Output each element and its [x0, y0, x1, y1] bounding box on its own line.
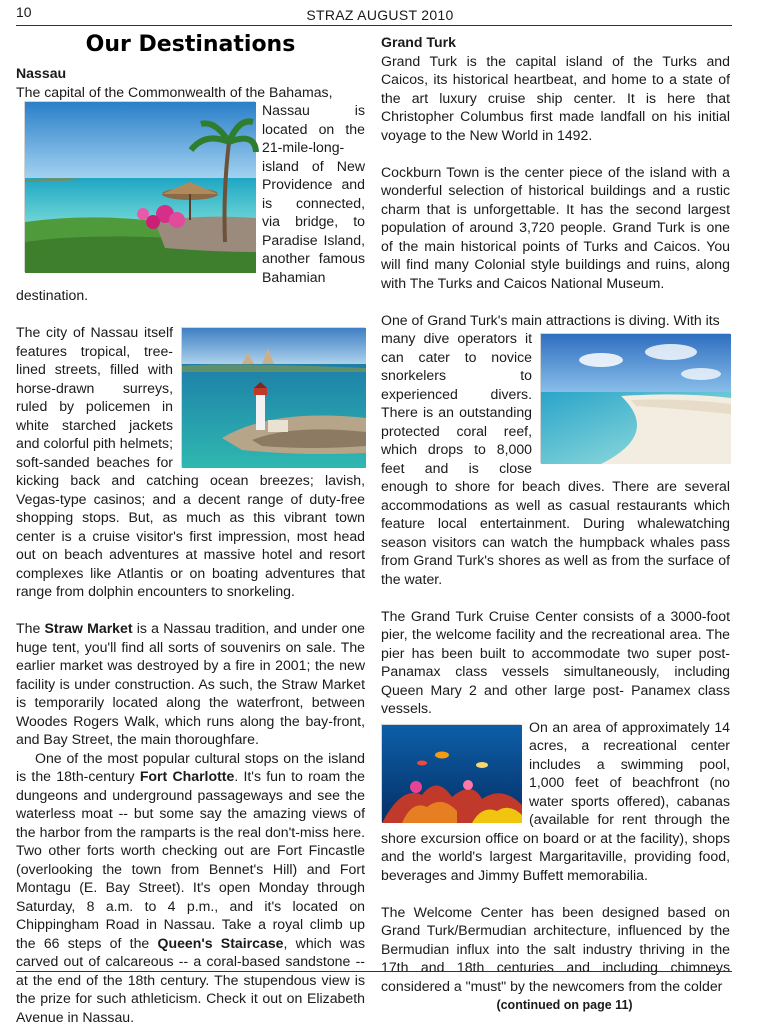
page-number: 10 — [16, 4, 32, 20]
nassau-city-paragraph: The city of Nassau itself features tropical, tree-lined streets, filled with horse-drawn surreys, ruled by policemen in white starched jackets and colorful pith helmets; soft-sanded beaches for kicking back and catching ocean breezes; lavish, Vegas-type casinos; and a decent range of duty-free shopping stops. But, as much as this vibrant town center is a cruise visitor's first impression, most head out on beach adventures at massive hotel and resort complexes like Atlantis or on boating adventures that range from dolphin encounters to snorkeling. — [16, 323, 365, 601]
top-rule — [16, 25, 732, 26]
nassau-heading: Nassau — [16, 64, 365, 83]
nassau-intro-line: The capital of the Commonwealth of the Bahamas, — [16, 83, 365, 102]
diving-paragraph: many dive operators it can cater to novice snorkelers to experienced divers. There is an outstanding protected coral reef, which drops to 8,000 feet and is close enough to shore for beach dives. There are several accommodations as well as casual restaurants which feature local entertainment. During whalewatching season visitors can watch the humpback whales pass from Grand Turk's shores as well as from the surface of the water. — [381, 329, 730, 588]
reef-photo — [381, 724, 521, 822]
coral-reef-icon — [382, 725, 522, 823]
lighthouse-photo — [181, 327, 365, 467]
nassau-photo — [24, 101, 255, 272]
section-title: Our Destinations — [16, 30, 365, 60]
white-sand-beach-icon — [541, 334, 731, 464]
beach-photo — [540, 333, 730, 463]
lighthouse-island-icon — [182, 328, 366, 468]
grand-turk-heading: Grand Turk — [381, 33, 730, 52]
right-column — [381, 33, 730, 1015]
diving-intro-line: One of Grand Turk's main attractions is diving. With its — [381, 311, 730, 330]
left-column — [16, 30, 365, 1026]
fort-charlotte-paragraph: One of the most popular cultural stops on the island is the 18th-century Fort Charlotte. It's fun to roam the dungeons and underground passageways and see the waterless moat -- but some say the amazing views of the harbor from the ramparts is the real don't-miss here. Two other forts worth checking out are Fort Fincastle (overlooking the town from Bennet's Hill) and Fort Montagu (E. Bay Street). It's open Monday through Saturday, 8 a.m. to 4 p.m., and it's located on Chippingham Road in Nassau. Take a royal climb up the 66 steps of the Queen's Staircase, which was carved out of calcareous -- a coral-based sandstone -- at the end of the 18th century. The stupendous view is the prize for such athleticism. Check it out on Elizabeth Avenue in Nassau. — [16, 749, 365, 1026]
nassau-intro-wrap: Nassau is located on the 21-mile-long-island of New Providence and is connected, via bridge, to Paradise Island, another famous Bahamian destination. — [16, 101, 365, 305]
welcome-center-paragraph: The Welcome Center has been designed based on Grand Turk/Bermudian architecture, influenced by the Bermudian influx into the salt industry thriving in the 17th and 18th centuries and including chimneys considered a "must" by the newcomers from the colder — [381, 903, 730, 996]
straw-market-paragraph: The Straw Market is a Nassau tradition, and under one huge tent, you'll find all sorts of souvenirs on sale. The earlier market was destroyed by a fire in 2001; the new facility is under construction. As such, the Straw Market is temporarily located along the waterfront, between Woodes Rogers Walk, which runs along the bay-front, and Bay Street, the main thoroughfare. — [16, 619, 365, 749]
cruise-center-paragraph: The Grand Turk Cruise Center consists of a 3000-foot pier, the welcome facility and the recreational area. The pier has been built to accommodate two super post-Panamax class vessels simultaneously, including Queen Mary 2 and other large post- Panamex class vessels. — [381, 607, 730, 718]
fort-charlotte-name: Fort Charlotte — [140, 768, 235, 784]
grand-turk-intro: Grand Turk is the capital island of the Turks and Caicos, its historical heartbeat, and home to a state of the art luxury cruise ship center. It is here that Christopher Columbus first made landfall on his initial voyage to the New World in 1492. — [381, 52, 730, 145]
palm-garden-beach-icon — [25, 102, 256, 273]
recreational-center-paragraph: On an area of approximately 14 acres, a recreational center includes a swimming pool, 1,000 feet of beachfront (no water sports offered), cabanas (available for rent through the shore excursion office on board or at the facility), shops and the world's largest Margaritaville, providing food, beverages and Jimmy Buffett memorabilia. — [381, 718, 730, 885]
continued-note: (continued on page 11) — [381, 996, 730, 1015]
publication-header: STRAZ AUGUST 2010 — [0, 7, 760, 23]
queens-staircase-name: Queen's Staircase — [158, 935, 284, 951]
straw-market-name: Straw Market — [45, 620, 133, 636]
cockburn-town-paragraph: Cockburn Town is the center piece of the island with a wonderful selection of historical buildings and a rustic charm that is unforgettable. It has the second largest population of around 3,720 people. Grand Turk is one of the main historical points of Turks and Caicos. You will find many Colonial style buildings and ruins, along with The Turks and Caicos National Museum. — [381, 163, 730, 293]
bottom-rule — [16, 971, 732, 972]
